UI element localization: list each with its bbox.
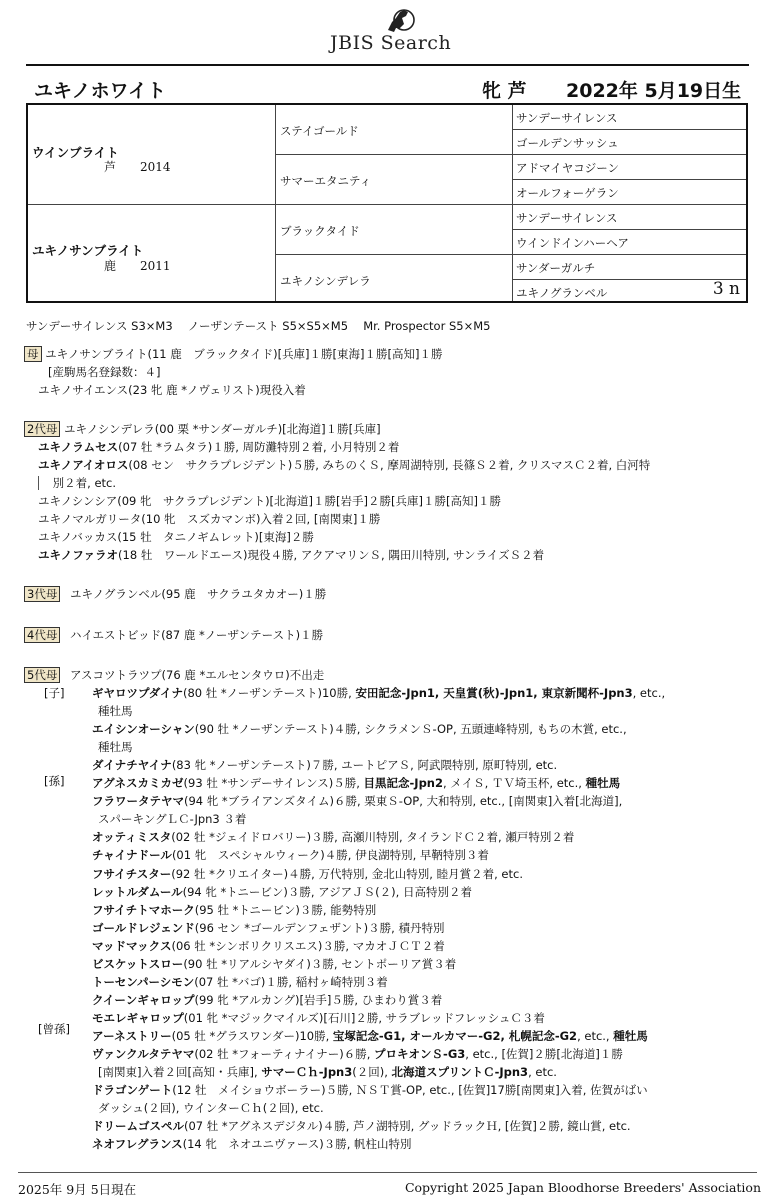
sex-color: 牝 芦: [482, 80, 527, 102]
list-item[interactable]: ユキノシンシア(09 牝 サクラプレジデント)[北海道]１勝[岩手]２勝[兵庫]１勝[高知]１勝: [38, 494, 501, 508]
list-item[interactable]: ユキノファラオ(18 牡 ワールドエース)現役４勝, アクアマリンＳ, 隅田川特別, サンライズＳ２着: [38, 548, 545, 562]
pedigree-gen3[interactable]: サンデーサイレンス: [516, 211, 618, 225]
pedigree-gen2[interactable]: サマーエタニティ: [280, 174, 372, 188]
pedigree-gen2[interactable]: ユキノシンデレラ: [280, 274, 371, 288]
list-item[interactable]: レットルダムール(94 牝 *トニービン)３勝, アジアＪＳ(２), 日高特別２着: [92, 884, 472, 899]
jbis-logo: [330, 6, 460, 54]
pedigree-divider: [512, 229, 746, 230]
gen4-line: 4代母 ハイエストビッド(87 鹿 *ノーザンテースト)１勝: [24, 626, 323, 644]
inbreeding-crosses: サンデーサイレンス S3×M3 ノーザンテースト S5×S5×M5 Mr. Prospector S5×M5: [26, 319, 491, 333]
list-item[interactable]: ドリームゴスペル(07 牡 *アグネスデジタル)４勝, 芦ノ湖特別, グッドラックＨ, [佐賀]２勝, 鏡山賞, etc.: [92, 1119, 631, 1134]
list-item[interactable]: ユキノアイオロス(08 セン サクラプレジデント)５勝, みちのくＳ, 摩周湖特別, 長篠Ｓ２着, クリスマスＣ２着, 白河特: [38, 458, 651, 472]
list-item[interactable]: ヴァンクルタテヤマ(02 牡 *フォーティナイナー)６勝, プロキオンＳ-G3, etc., [佐賀]２勝[北海道]１勝: [92, 1047, 623, 1061]
gen3-tag: 3代母: [24, 586, 60, 602]
dam-foal-count: [産駒馬名登録数：４]: [48, 365, 161, 379]
list-item-cont: スパーキングＬＣ-Jpn3 ３着: [98, 812, 247, 827]
gen5-tag: 5代母: [24, 667, 60, 683]
pedigree-gen3[interactable]: オールフォーゲラン: [516, 186, 619, 200]
list-item[interactable]: ビスケットスロー(90 牡 *リアルシヤダイ)３勝, セントポーリア賞３着: [92, 956, 457, 971]
list-item[interactable]: チャイナドール(01 牝 スペシャルウィーク)４勝, 伊良湖特別, 早鞆特別３着: [92, 848, 489, 863]
gen2-dam-text: ユキノシンデレラ(00 栗 *サンダーガルチ)[北海道]１勝[兵庫]: [63, 422, 381, 436]
dam-info: 鹿 2011: [104, 259, 171, 273]
list-item-cont: 種牡馬: [98, 740, 133, 755]
list-item-cont: [南関東]入着２回[高知・兵庫], サマーＣｈ-Jpn3(２回), 北海道スプリントＣ-Jpn3, etc.: [98, 1065, 557, 1080]
list-item[interactable]: クイーンギャロップ(99 牝 *アルカング)[岩手]５勝, ひまわり賞３着: [92, 992, 443, 1007]
sire-info: 芦 2014: [104, 160, 171, 174]
sire-name[interactable]: ウインブライト: [32, 145, 119, 160]
list-item[interactable]: ユキノバッカス(15 牡 タニノギムレット)[東海]２勝: [38, 530, 314, 544]
pedigree-gen3[interactable]: アドマイヤコジーン: [516, 161, 620, 175]
pedigree-table: [26, 103, 748, 303]
list-item[interactable]: フサイチトマホーク(95 牡 *トニービン)３勝, 能勢特別: [92, 902, 377, 917]
logo-text: JBIS Search: [330, 32, 452, 54]
pedigree-divider: [512, 179, 746, 180]
pedigree-gen3[interactable]: サンデーサイレンス: [516, 111, 618, 125]
list-item[interactable]: アーネストリー(05 牡 *グラスワンダー)10勝, 宝塚記念-G1, オールカマー-G2, 札幌記念-G2, etc., 種牡馬: [92, 1028, 648, 1043]
gen4-tag: 4代母: [24, 627, 60, 643]
list-item[interactable]: アグネスカミカゼ(93 牡 *サンデーサイレンス)５勝, 目黒記念-Jpn2, メイＳ, ＴＶ埼玉杯, etc., 種牡馬: [92, 776, 621, 791]
list-item-cont: 種牡馬: [98, 704, 133, 719]
list-item[interactable]: ユキノマルガリータ(10 牝 スズカマンボ)入着２回, [南関東]１勝: [38, 512, 381, 526]
footer-date: 2025年 9月 5日現在: [18, 1182, 137, 1197]
gen5-line: 5代母 アスコツトラツプ(76 鹿 *エルセンタウロ)不出走: [24, 666, 324, 684]
dam-name[interactable]: ユキノサンブライト: [32, 243, 144, 258]
list-item[interactable]: ダイナチヤイナ(83 牝 *ノーザンテースト)７勝, ユートピアＳ, 阿武隈特別, 原町特別, etc.: [92, 758, 558, 773]
birth-date: 2022年 5月19日生: [566, 80, 742, 102]
list-item-cont: 別２着, etc.: [38, 474, 116, 492]
pedigree-divider: [512, 129, 746, 130]
pedigree-divider: [275, 254, 746, 255]
generation-indicator: 3 n: [712, 279, 740, 299]
list-item[interactable]: ユキノラムセス(07 牡 *ラムタラ)１勝, 周防灘特別２着, 小月特別２着: [38, 440, 400, 454]
pedigree-divider: [512, 279, 746, 280]
list-item[interactable]: フサイチスター(92 牡 *クリエイター)４勝, 万代特別, 金北山特別, 睦月賞２着, etc.: [92, 866, 523, 881]
pedigree-divider: [275, 154, 746, 155]
list-item[interactable]: トーセンパーシモン(07 牡 *バゴ)１勝, 稲村ヶ崎特別３着: [92, 974, 388, 989]
footer-copyright: Copyright 2025 Japan Bloodhorse Breeders' Association: [404, 1180, 761, 1195]
gen2-tag: 2代母: [24, 421, 60, 437]
dam-text: ユキノサンブライト(11 鹿 ブラックタイド)[兵庫]１勝[東海]１勝[高知]１勝: [45, 347, 443, 361]
list-item[interactable]: エイシンオーシャン(90 牡 *ノーザンテースト)４勝, シクラメンＳ-OP, 五頭連峰特別, もちの木賞, etc.,: [92, 722, 627, 737]
list-item[interactable]: ネオフレグランス(14 牝 ネオユニヴァース)３勝, 帆柱山特別: [92, 1137, 412, 1152]
list-item[interactable]: フラワータテヤマ(94 牝 *ブライアンズタイム)６勝, 栗東Ｓ-OP, 大和特別, etc., [南関東]入着[北海道],: [92, 794, 623, 809]
gen3-line: 3代母 ユキノグランベル(95 鹿 サクラユタカオー)１勝: [24, 585, 326, 603]
list-item[interactable]: マッドマックス(06 牡 *シンボリクリスエス)３勝, マカオＪＣＴ２着: [92, 938, 445, 953]
dam-tag: 母: [24, 346, 42, 362]
list-item-cont: ダッシュ(２回), ウインターＣｈ(２回), etc.: [98, 1101, 324, 1116]
pedigree-gen2[interactable]: ステイゴールド: [280, 124, 359, 138]
pedigree-gen3[interactable]: ユキノグランベル: [516, 286, 608, 300]
header-divider: [26, 64, 749, 66]
label-greatgrandchild: [曾孫]: [38, 1022, 70, 1036]
list-item[interactable]: オッティミスタ(02 牡 *ジェイドロバリー)３勝, 高瀬川特別, タイランドＣ２着, 瀬戸特別２着: [92, 830, 575, 845]
pedigree-gen3[interactable]: サンダーガルチ: [516, 261, 596, 275]
list-item[interactable]: モエレギャロップ(01 牝 *マジックマイルズ)[石川]２勝, サラブレッドフレッシュＣ３着: [92, 1010, 545, 1025]
footer-divider: [18, 1172, 757, 1173]
pedigree-gen3[interactable]: ゴールデンサッシュ: [516, 136, 619, 150]
label-grandchild: [孫]: [44, 774, 65, 788]
list-item[interactable]: ドラゴンゲート(12 牡 メイショウボーラー)５勝, ＮＳＴ賞-OP, etc., [佐賀]17勝[南関東]入着, 佐賀がばい: [92, 1083, 648, 1098]
pedigree-divider: [275, 105, 276, 301]
pedigree-gen2[interactable]: ブラックタイド: [280, 224, 360, 238]
gen2-head: [24, 420, 381, 438]
pedigree-divider: [512, 105, 513, 301]
list-item[interactable]: ギヤロツプダイナ(80 牡 *ノーザンテースト)10勝, 安田記念-Jpn1, 天皇賞(秋)-Jpn1, 東京新聞杯-Jpn3, etc.,: [92, 686, 666, 700]
list-item[interactable]: ゴールドレジェンド(96 セン *ゴールデンフェザント)３勝, 積丹特別: [92, 920, 445, 935]
pedigree-divider: [28, 204, 746, 205]
dam-line: [24, 345, 443, 363]
dam-offspring[interactable]: ユキノサイエンス(23 牝 鹿 *ノヴェリスト)現役入着: [38, 383, 306, 397]
label-child: [子]: [44, 686, 65, 700]
pedigree-gen3[interactable]: ウインドインハーヘア: [516, 236, 629, 250]
horse-name: ユキノホワイト: [34, 80, 167, 102]
